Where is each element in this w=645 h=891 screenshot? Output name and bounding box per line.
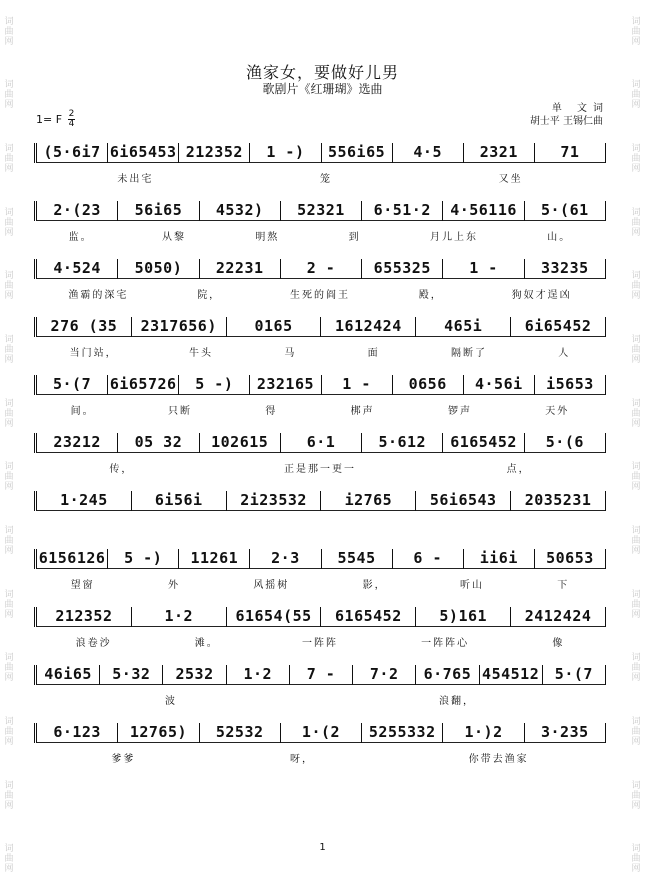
lyric-phrase: 明熬 <box>255 232 280 243</box>
lyrics-line <box>34 750 606 764</box>
watermark-text: 词 曲 网 <box>631 80 641 111</box>
measure: 556i65 <box>322 143 392 163</box>
measure: 46i65 <box>37 665 99 685</box>
measure: 2035231 <box>511 491 605 511</box>
lyricist-credit <box>530 102 603 115</box>
notation-line <box>34 374 606 396</box>
lyric-phrase: 面 <box>367 348 380 359</box>
time-signature <box>68 110 75 129</box>
score-system <box>34 652 606 710</box>
measure: 71 <box>535 143 605 163</box>
measure: 1 - <box>443 259 523 279</box>
watermark-text: 词 曲 网 <box>631 589 641 620</box>
notation-line <box>34 142 606 164</box>
measure: 50653 <box>535 549 605 569</box>
barline <box>605 317 606 337</box>
lyric-phrase: 浪翻， <box>439 696 475 707</box>
barline <box>605 375 606 395</box>
lyrics-line <box>34 286 606 300</box>
lyric-phrase: 监。 <box>68 232 93 243</box>
measure: 1·2 <box>227 665 289 685</box>
lyric-phrase: 到 <box>348 232 361 243</box>
watermark-text: 词 曲 网 <box>4 780 14 811</box>
barline <box>605 491 606 511</box>
measure: 2317656) <box>132 317 226 337</box>
measure: 4·56116 <box>443 201 523 221</box>
measure: 5·(6 <box>525 433 605 453</box>
watermark-text: 词 曲 网 <box>4 144 14 175</box>
measure: 2412424 <box>511 607 605 627</box>
lyrics-line <box>34 402 606 416</box>
measure: 5·32 <box>100 665 162 685</box>
watermark-text: 词 曲 网 <box>4 462 14 493</box>
notation-line <box>34 200 606 222</box>
lyrics-line <box>34 344 606 358</box>
measure: 61654(55 <box>227 607 321 627</box>
measure: 2·(23 <box>37 201 117 221</box>
watermark-text: 词 曲 网 <box>4 398 14 429</box>
measure: 212352 <box>179 143 249 163</box>
watermark-text: 词 曲 网 <box>631 144 641 175</box>
lyric-phrase: 下 <box>557 580 570 591</box>
lyric-phrase: 你带去渔家 <box>468 754 529 765</box>
measure: 655325 <box>362 259 442 279</box>
measure: 56i6543 <box>416 491 510 511</box>
measure: 22231 <box>200 259 280 279</box>
measure: 6·765 <box>416 665 478 685</box>
barline <box>605 723 606 743</box>
score-system <box>34 536 606 594</box>
measure: 5·612 <box>362 433 442 453</box>
watermark-text: 词 曲 网 <box>4 207 14 238</box>
key-label: 1= F <box>36 113 63 126</box>
notation-line <box>34 258 606 280</box>
measure: 33235 <box>525 259 605 279</box>
score-system <box>34 188 606 246</box>
notation-line <box>34 606 606 628</box>
watermark-text: 词 曲 网 <box>631 716 641 747</box>
page-title: 渔家女，要做好儿男 <box>245 63 399 82</box>
measure: 5·(61 <box>525 201 605 221</box>
measure: 1·(2 <box>281 723 361 743</box>
watermark-text: 词 曲 网 <box>631 335 641 366</box>
lyric-phrase: 马 <box>284 348 297 359</box>
barline <box>605 201 606 221</box>
lyrics-line <box>34 634 606 648</box>
key-signature <box>36 110 75 129</box>
lyric-phrase: 传， <box>109 464 134 475</box>
lyric-phrase: 未出宅 <box>117 174 154 185</box>
lyric-phrase: 波 <box>165 696 177 707</box>
time-bottom: 4 <box>68 119 75 129</box>
lyric-phrase: 山。 <box>547 232 572 243</box>
measure: 1·2 <box>132 607 226 627</box>
notation-line <box>34 722 606 744</box>
measure: (5·6i7 <box>37 143 107 163</box>
measure: 1612424 <box>321 317 415 337</box>
watermark-text: 词 曲 网 <box>631 780 641 811</box>
lyric-phrase: 牛头 <box>188 348 213 359</box>
time-top: 2 <box>68 109 75 119</box>
lyric-phrase: 间。 <box>70 406 95 417</box>
measure: 6165452 <box>443 433 523 453</box>
measure: 0165 <box>227 317 321 337</box>
watermark-text: 词 曲 网 <box>4 589 14 620</box>
lyric-phrase: 外 <box>167 580 180 591</box>
lyric-phrase: 滩。 <box>194 638 219 649</box>
lyricist-role: 词 <box>593 103 603 114</box>
measure: 12765) <box>118 723 198 743</box>
page-number: 1 <box>319 842 326 853</box>
measure: 4·524 <box>37 259 117 279</box>
watermark-text: 词 曲 网 <box>631 271 641 302</box>
watermark-text: 词 曲 网 <box>4 335 14 366</box>
lyric-phrase: 锣声 <box>447 406 472 417</box>
measure: 5)161 <box>416 607 510 627</box>
measure: 5·(7 <box>37 375 107 395</box>
barline <box>605 549 606 569</box>
measure: 23212 <box>37 433 117 453</box>
score-system <box>34 478 606 536</box>
measure: 7·2 <box>353 665 415 685</box>
measure: 5545 <box>322 549 392 569</box>
measure: 6i65453 <box>109 143 177 161</box>
lyric-phrase: 正是那一更一 <box>283 464 356 475</box>
measure: 232165 <box>250 375 320 395</box>
lyrics-line <box>34 518 606 532</box>
notation-line <box>34 432 606 454</box>
lyric-phrase: 点， <box>506 464 531 475</box>
watermark-text: 词 曲 网 <box>631 207 641 238</box>
barline <box>605 665 606 685</box>
measure: 11261 <box>179 549 249 569</box>
measure: 1·)2 <box>443 723 523 743</box>
watermark-right <box>629 0 643 891</box>
measure: 2532 <box>163 665 225 685</box>
measure: 1 - <box>322 375 392 395</box>
measure: 5 -) <box>108 549 178 569</box>
notation-line <box>34 490 606 512</box>
measure: 5 -) <box>179 375 249 395</box>
lyric-phrase: 天外 <box>545 406 570 417</box>
score <box>34 130 606 768</box>
barline <box>605 143 606 163</box>
lyric-phrase: 梆声 <box>350 406 375 417</box>
lyric-phrase: 一阵阵心 <box>421 638 470 649</box>
lyric-phrase: 狗奴才逞凶 <box>511 290 572 301</box>
measure: 465i <box>416 317 510 337</box>
measure: 7 - <box>290 665 352 685</box>
measure: 1 -) <box>250 143 320 163</box>
measure: 6·1 <box>281 433 361 453</box>
score-system <box>34 304 606 362</box>
measure: i5653 <box>535 375 605 395</box>
barline <box>605 607 606 627</box>
measure: 6i65452 <box>511 317 605 337</box>
watermark-text: 词 曲 网 <box>631 653 641 684</box>
measure: 2 - <box>281 259 361 279</box>
lyric-phrase: 听山 <box>459 580 484 591</box>
barline <box>605 433 606 453</box>
watermark-text: 词 曲 网 <box>4 80 14 111</box>
measure: 1·245 <box>37 491 131 511</box>
lyric-phrase: 望窗 <box>70 580 95 591</box>
lyric-phrase: 当门站， <box>69 348 118 359</box>
measure: 6 - <box>393 549 463 569</box>
lyric-phrase: 笼 <box>319 174 332 185</box>
composer-credit: 胡士平 王锡仁曲 <box>529 116 603 127</box>
credits <box>530 102 603 128</box>
lyric-phrase: 院， <box>197 290 222 301</box>
score-system <box>34 594 606 652</box>
lyric-phrase: 又坐 <box>498 174 523 185</box>
lyric-phrase: 得 <box>265 406 278 417</box>
barline <box>605 259 606 279</box>
watermark-text: 词 曲 网 <box>4 716 14 747</box>
lyrics-line <box>34 692 606 706</box>
measure: 05 32 <box>118 433 198 453</box>
measure: 52321 <box>281 201 361 221</box>
measure: 276 (35 <box>37 317 131 337</box>
measure: 212352 <box>37 607 131 627</box>
measure: 6·51·2 <box>362 201 442 221</box>
lyric-phrase: 爹爹 <box>111 754 136 765</box>
lyric-phrase: 渔霸的深宅 <box>68 290 129 301</box>
notation-line <box>34 664 606 686</box>
watermark-text: 词 曲 网 <box>4 271 14 302</box>
watermark-text: 词 曲 网 <box>4 653 14 684</box>
measure: 2·3 <box>250 549 320 569</box>
measure: 6i65726 <box>109 375 177 393</box>
watermark-text: 词 曲 网 <box>631 844 641 875</box>
lyric-phrase: 从黎 <box>161 232 186 243</box>
watermark-text: 词 曲 网 <box>631 525 641 556</box>
lyric-phrase: 隔断了 <box>450 348 487 359</box>
measure: 56i65 <box>118 201 198 221</box>
measure: 4·5 <box>393 143 463 163</box>
measure: 5050) <box>118 259 198 279</box>
measure: ii6i <box>464 549 534 569</box>
measure: 2321 <box>464 143 534 163</box>
measure: 6165452 <box>321 607 415 627</box>
score-system <box>34 130 606 188</box>
measure: 102615 <box>200 433 280 453</box>
lyrics-line <box>34 576 606 590</box>
measure: 6156126 <box>38 549 106 567</box>
lyricist-name: 单 文 <box>551 103 593 114</box>
measure: 52532 <box>200 723 280 743</box>
lyric-phrase: 生死的阎王 <box>289 290 350 301</box>
measure: 454512 <box>480 665 542 685</box>
page-subtitle: 歌剧片《红珊瑚》选曲 <box>262 82 383 96</box>
lyric-phrase: 殿， <box>418 290 443 301</box>
lyric-phrase: 风摇树 <box>253 580 290 591</box>
watermark-text: 词 曲 网 <box>631 16 641 47</box>
measure: i2765 <box>321 491 415 511</box>
score-system <box>34 420 606 478</box>
lyric-phrase: 像 <box>552 638 565 649</box>
watermark-text: 词 曲 网 <box>631 462 641 493</box>
measure: 6i56i <box>132 491 226 511</box>
lyric-phrase: 月儿上东 <box>429 232 478 243</box>
measure: 0656 <box>393 375 463 395</box>
score-system <box>34 710 606 768</box>
watermark-text: 词 曲 网 <box>4 16 14 47</box>
watermark-text: 词 曲 网 <box>631 398 641 429</box>
lyric-phrase: 影， <box>362 580 387 591</box>
measure: 2i23532 <box>227 491 321 511</box>
measure: 5255332 <box>362 723 442 743</box>
watermark-left <box>2 0 16 891</box>
measure: 3·235 <box>525 723 605 743</box>
lyric-phrase: 只断 <box>167 406 192 417</box>
notation-line <box>34 316 606 338</box>
measure: 6·123 <box>37 723 117 743</box>
lyrics-line <box>34 228 606 242</box>
watermark-text: 词 曲 网 <box>4 525 14 556</box>
lyrics-line <box>34 170 606 184</box>
measure: 4532) <box>200 201 280 221</box>
lyrics-line <box>34 460 606 474</box>
score-system <box>34 246 606 304</box>
lyric-phrase: 浪卷沙 <box>75 638 112 649</box>
score-system <box>34 362 606 420</box>
measure: 5·(7 <box>543 665 605 685</box>
notation-line <box>34 548 606 570</box>
lyric-phrase: 呀， <box>289 754 314 765</box>
lyric-phrase: 一阵阵 <box>301 638 338 649</box>
watermark-text: 词 曲 网 <box>4 844 14 875</box>
measure: 4·56i <box>464 375 534 395</box>
lyric-phrase: 人 <box>558 348 571 359</box>
